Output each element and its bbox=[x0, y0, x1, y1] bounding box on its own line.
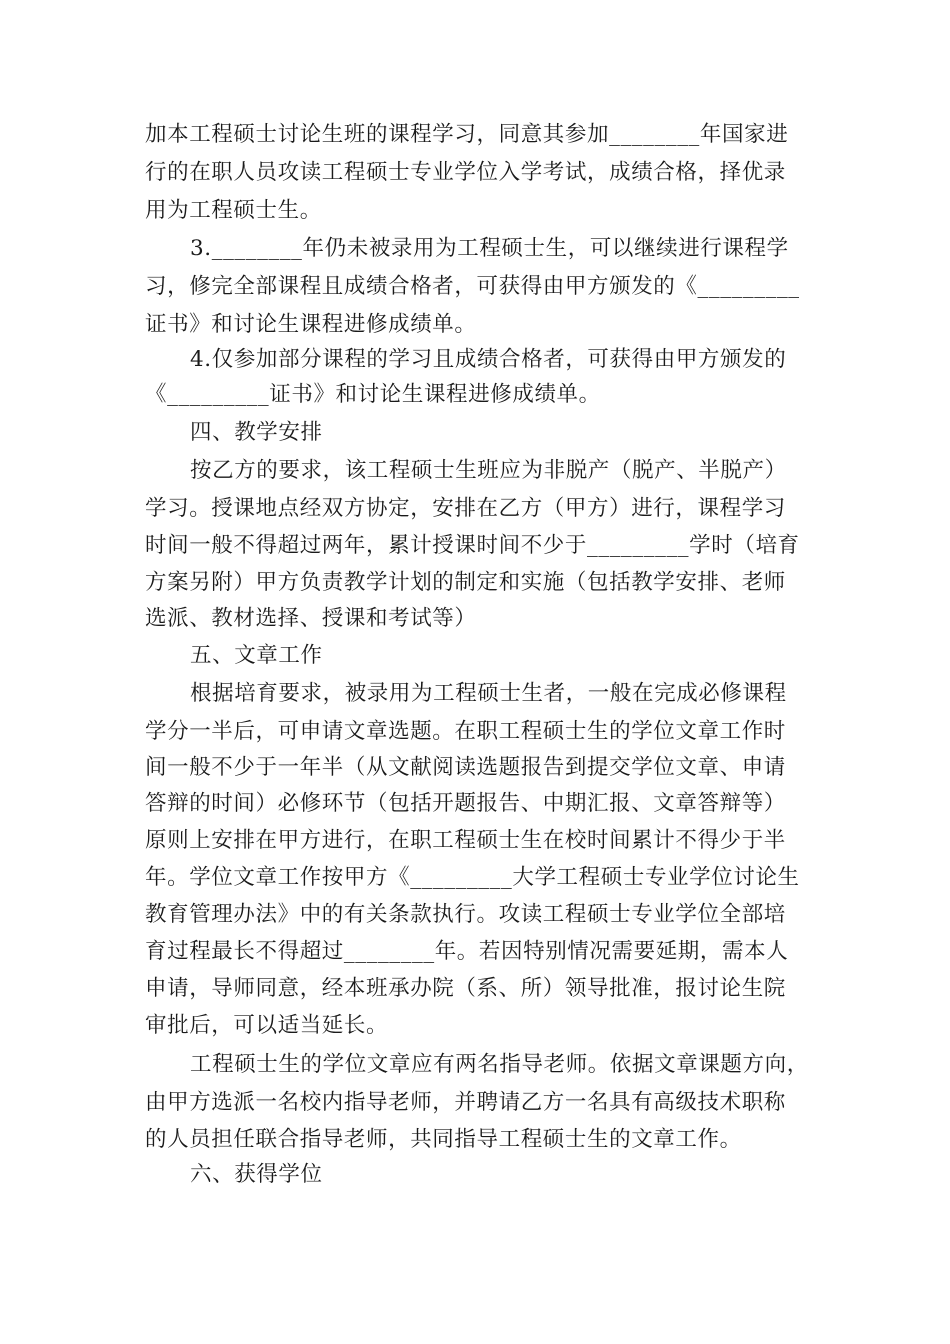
text-line: 的人员担任联合指导老师，共同指导工程硕士生的文章工作。 bbox=[145, 1127, 742, 1152]
text-line: 原则上安排在甲方进行，在职工程硕士生在校时间累计不得少于半 bbox=[145, 828, 786, 853]
text-line: 时间一般不得超过两年，累计授课时间不少于_________学时（培育 bbox=[145, 533, 800, 558]
text-line: 《_________证书》和讨论生课程进修成绩单。 bbox=[145, 382, 601, 407]
section-heading-teaching: 四、教学安排 bbox=[190, 420, 323, 445]
text-line: 行的在职人员攻读工程硕士专业学位入学考试，成绩合格，择优录 bbox=[145, 160, 786, 185]
section-heading-degree: 六、获得学位 bbox=[190, 1162, 323, 1187]
list-item-3: 3.________年仍未被录用为工程硕士生，可以继续进行课程学 bbox=[190, 236, 789, 261]
text-line: 证书》和讨论生课程进修成绩单。 bbox=[145, 312, 477, 337]
text-line: 方案另附）甲方负责教学计划的制定和实施（包括教学安排、老师 bbox=[145, 570, 786, 595]
text-line: 用为工程硕士生。 bbox=[145, 198, 322, 223]
text-line: 年。学位文章工作按甲方《_________大学工程硕士专业学位讨论生 bbox=[145, 865, 800, 890]
text-line: 选派、教材选择、授课和考试等） bbox=[145, 606, 477, 631]
paragraph-start: 工程硕士生的学位文章应有两名指导老师。依据文章课题方向， bbox=[190, 1052, 809, 1077]
text-line: 习，修完全部课程且成绩合格者，可获得由甲方颁发的《_________ bbox=[145, 274, 800, 299]
paragraph-start: 根据培育要求，被录用为工程硕士生者，一般在完成必修课程 bbox=[190, 681, 787, 706]
section-heading-thesis: 五、文章工作 bbox=[190, 643, 323, 668]
text-line: 学习。授课地点经双方协定，安排在乙方（甲方）进行，课程学习 bbox=[145, 496, 786, 521]
text-line: 答辩的时间）必修环节（包括开题报告、中期汇报、文章答辩等） bbox=[145, 791, 786, 816]
text-line: 申请，导师同意，经本班承办院（系、所）领导批准，报讨论生院 bbox=[145, 976, 786, 1001]
list-item-4: 4.仅参加部分课程的学习且成绩合格者，可获得由甲方颁发的 bbox=[190, 347, 787, 372]
text-line: 学分一半后，可申请文章选题。在职工程硕士生的学位文章工作时 bbox=[145, 719, 786, 744]
paragraph-start: 按乙方的要求，该工程硕士生班应为非脱产（脱产、半脱产） bbox=[190, 458, 787, 483]
text-line: 间一般不少于一年半（从文献阅读选题报告到提交学位文章、申请 bbox=[145, 755, 786, 780]
text-line: 审批后，可以适当延长。 bbox=[145, 1013, 389, 1038]
text-line: 育过程最长不得超过________年。若因特别情况需要延期，需本人 bbox=[145, 939, 789, 964]
text-line: 加本工程硕士讨论生班的课程学习，同意其参加________年国家进 bbox=[145, 122, 789, 147]
text-line: 由甲方选派一名校内指导老师，并聘请乙方一名具有高级技术职称 bbox=[145, 1090, 786, 1115]
text-line: 教育管理办法》中的有关条款执行。攻读工程硕士专业学位全部培 bbox=[145, 902, 786, 927]
